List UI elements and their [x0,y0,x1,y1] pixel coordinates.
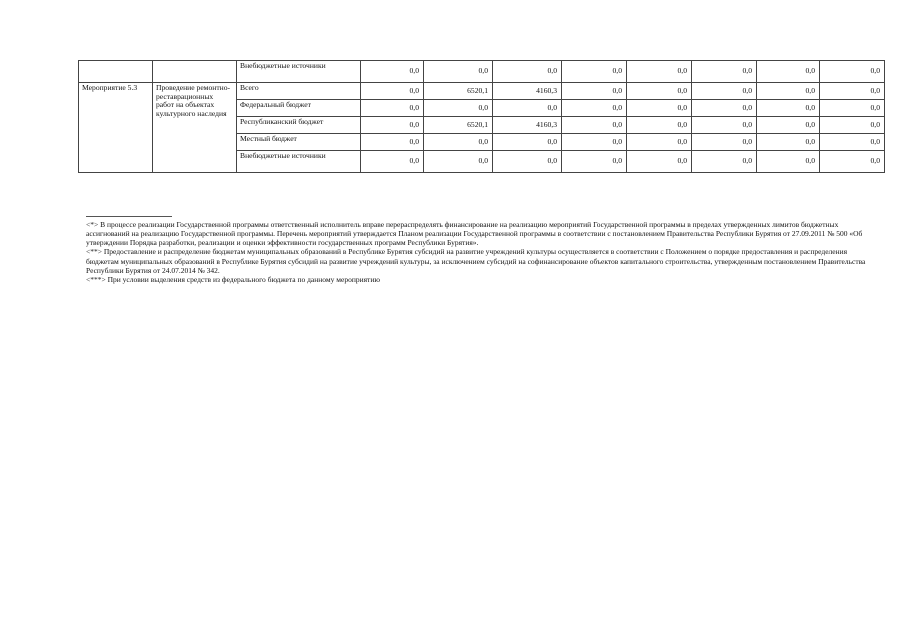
value-cell: 0,0 [424,151,493,173]
value-cell: 0,0 [562,100,627,117]
value-cell: 0,0 [361,117,424,134]
value-cell: 0,0 [820,61,885,83]
value-cell: 0,0 [361,100,424,117]
value-cell: 0,0 [627,151,692,173]
budget-table [78,60,885,173]
value-cell: 0,0 [493,100,562,117]
footnote: <*> В процессе реализации Государственной программы ответственный исполнитель вправе перераспределять финансирование на реализацию мероприятий Государственной программы в пределах утвержденных лимитов бюджетных ассигнований на реализацию Государственной программы. Перечень мероприятий утверждается Планом реализации Государственной программы в соответствии с постановлением Правительства Республики Бурятия от 27.09.2011 № 500 «Об утверждении Порядка разработки, реализации и оценки эффективности государственных программ Республики Бурятия». [86,220,863,248]
value-cell: 0,0 [820,151,885,173]
value-cell: 0,0 [627,117,692,134]
value-cell: 0,0 [692,151,757,173]
value-cell: 0,0 [361,151,424,173]
table-cell [153,61,237,83]
value-cell: 0,0 [692,100,757,117]
value-cell: 0,0 [757,117,820,134]
value-cell: 0,0 [692,134,757,151]
value-cell: 0,0 [562,117,627,134]
value-cell: 0,0 [627,61,692,83]
value-cell: 0,0 [627,100,692,117]
footnotes [86,220,876,284]
footnote: <***> При условии выделения средств из федерального бюджета по данному мероприятию [86,274,380,284]
funding-source-cell: Внебюджетные источники [237,151,361,173]
value-cell: 0,0 [820,134,885,151]
activity-name-cell: Проведение ремонтно-реставрационных работ на объектах культурного наследия [153,83,237,173]
footnote-separator [86,216,172,217]
value-cell: 0,0 [361,61,424,83]
table-row [79,61,885,83]
value-cell: 0,0 [757,83,820,100]
value-cell: 0,0 [627,134,692,151]
value-cell: 0,0 [424,61,493,83]
footnote: <**> Предоставление и распределение бюджетам муниципальных образований в Республике Бурятия субсидий на развитие учреждений культуры осуществляется в соответствии с Положением о порядке предоставления и распределения бюджетам муниципальных образований в Республике Бурятия субсидий на развитие учреждений культуры, за исключением субсидий на софинансирование объектов капитального строительства, утвержденным постановлением Правительства Республики Бурятия от 24.07.2014 № 342. [86,247,866,275]
value-cell: 0,0 [493,61,562,83]
value-cell: 0,0 [562,134,627,151]
funding-source-cell: Всего [237,83,361,100]
value-cell: 0,0 [692,83,757,100]
value-cell: 0,0 [493,151,562,173]
value-cell: 4160,3 [493,117,562,134]
value-cell: 0,0 [820,117,885,134]
value-cell: 0,0 [361,134,424,151]
value-cell: 0,0 [562,83,627,100]
activity-number-cell: Мероприятие 5.3 [79,83,153,173]
value-cell: 0,0 [627,83,692,100]
value-cell: 0,0 [692,61,757,83]
table-cell [79,61,153,83]
value-cell: 6520,1 [424,83,493,100]
value-cell: 0,0 [424,100,493,117]
value-cell: 0,0 [757,134,820,151]
value-cell: 0,0 [757,100,820,117]
funding-source-cell: Местный бюджет [237,134,361,151]
value-cell: 0,0 [562,61,627,83]
value-cell: 6520,1 [424,117,493,134]
value-cell: 0,0 [692,117,757,134]
value-cell: 0,0 [757,151,820,173]
value-cell: 0,0 [757,61,820,83]
value-cell: 4160,3 [493,83,562,100]
table-row [79,83,885,100]
value-cell: 0,0 [493,134,562,151]
value-cell: 0,0 [562,151,627,173]
funding-source-cell: Федеральный бюджет [237,100,361,117]
value-cell: 0,0 [820,83,885,100]
funding-source-cell: Республиканский бюджет [237,117,361,134]
value-cell: 0,0 [424,134,493,151]
value-cell: 0,0 [361,83,424,100]
value-cell: 0,0 [820,100,885,117]
funding-source-cell: Внебюджетные источники [237,61,361,83]
